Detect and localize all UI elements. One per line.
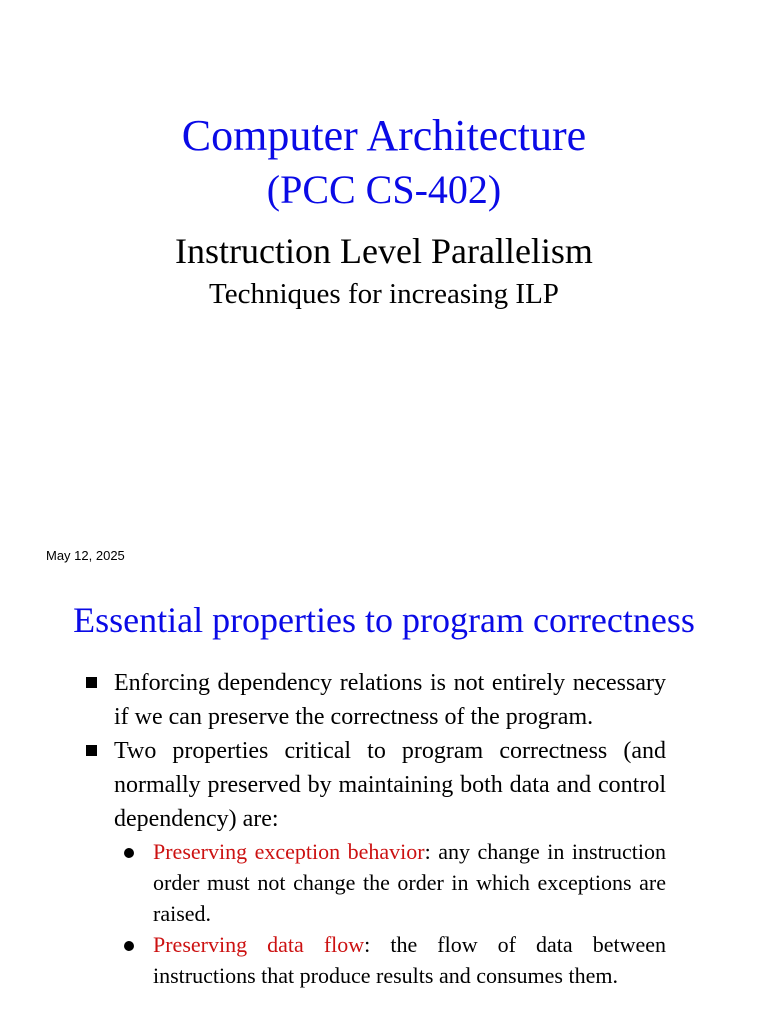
slide2-heading: Essential properties to program correctness [73,600,695,640]
square-bullet-icon [86,745,97,756]
round-bullet-icon [124,848,134,858]
bullet-list [86,666,666,991]
bullet-text: Two properties critical to program correctness (and normally preserved by maintaining both data and control dependency) are: [114,738,666,832]
topic-title: Instruction Level Parallelism [175,231,593,271]
list-item [86,666,666,734]
term-highlight: Preserving data flow [153,932,365,957]
list-item [86,734,666,836]
list-item [124,929,666,991]
list-item [124,836,666,929]
course-title: Computer Architecture [181,111,587,160]
square-bullet-icon [86,677,97,688]
term-highlight: Preserving exception behavior [153,839,425,864]
sub-bullet-text [153,836,666,929]
bullet-text: Enforcing dependency relations is not entirely necessary if we can preserve the correctness of the program. [114,670,666,730]
term-description: : the flow of data between instructions that produce results and consumes them. [153,932,667,988]
slide-date: May 12, 2025 [46,548,125,563]
round-bullet-icon [124,941,134,951]
sub-bullet-list [124,836,666,991]
course-code: (PCC CS-402) [266,167,502,212]
term-description: : any change in instruction order must not change the order in which exceptions are raised. [153,839,666,926]
sub-bullet-text [153,929,666,991]
topic-subtitle: Techniques for increasing ILP [209,278,559,310]
